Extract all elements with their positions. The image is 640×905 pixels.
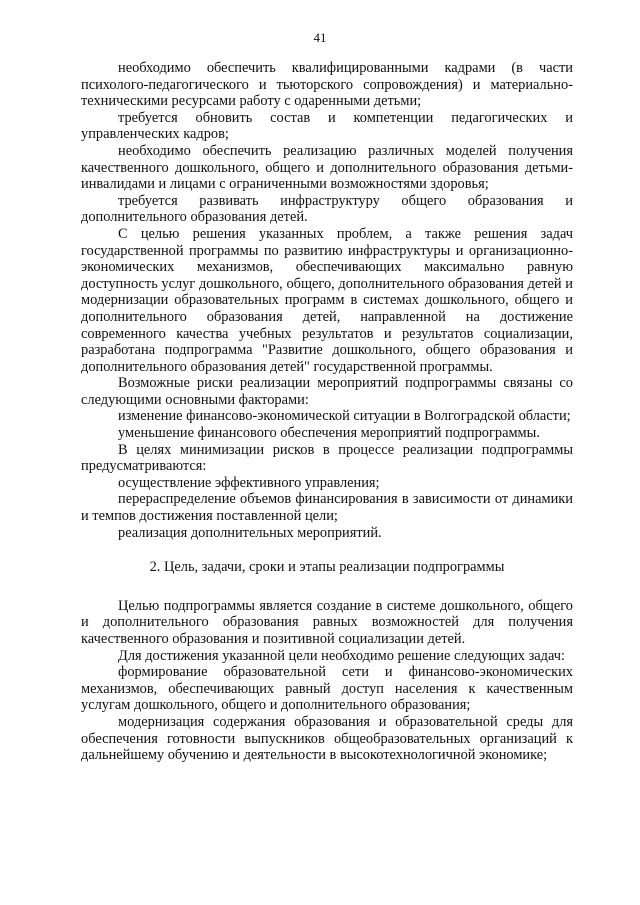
paragraph: необходимо обеспечить квалифицированными кадрами (в части психолого-педагогического и тьюторского сопровождения) и материально-техническими ресурсами работу с одаренными детьми;	[81, 60, 573, 110]
paragraph: уменьшение финансового обеспечения мероприятий подпрограммы.	[118, 425, 540, 442]
paragraph: Целью подпрограммы является создание в системе дошкольного, общего и дополнительного образования равных возможностей для получения качественного образования и позитивной социализации детей.	[81, 597, 573, 647]
paragraph: осуществление эффективного управления;	[118, 474, 380, 491]
paragraph: требуется развивать инфраструктуру общего образования и дополнительного образования детей.	[81, 192, 573, 226]
paragraph: перераспределение объемов финансирования в зависимости от динамики и темпов достижения поставленной цели;	[81, 491, 573, 525]
paragraph: модернизация содержания образования и образовательной среды для обеспечения готовности выпускников общеобразовательных организаций к дальнейшему обучению и деятельности в высокотехнологичной экономике;	[81, 713, 573, 764]
paragraph: реализация дополнительных мероприятий.	[118, 524, 382, 541]
page-number: 41	[313, 30, 327, 45]
section-heading: 2. Цель, задачи, сроки и этапы реализации подпрограммы	[149, 559, 505, 576]
document-body	[81, 60, 573, 764]
paragraph: изменение финансово-экономической ситуации в Волгоградской области;	[118, 408, 571, 425]
paragraph: В целях минимизации рисков в процессе реализации подпрограммы предусматриваются:	[81, 441, 573, 475]
paragraph: Для достижения указанной цели необходимо решение следующих задач:	[118, 647, 566, 664]
paragraph: формирование образовательной сети и финансово-экономических механизмов, обеспечивающих равный доступ населения к качественным услугам дошкольного, общего и дополнительного образования;	[81, 664, 573, 714]
paragraph: требуется обновить состав и компетенции педагогических и управленческих кадров;	[81, 109, 573, 143]
paragraph: Возможные риски реализации мероприятий подпрограммы связаны со следующими основными факторами:	[81, 375, 573, 408]
paragraph: необходимо обеспечить реализацию различных моделей получения качественного дошкольного, общего и дополнительного образования детьми-инвалидами и лицами с ограниченными возможностями здоровья;	[81, 142, 573, 193]
paragraph: С целью решения указанных проблем, а также решения задач государственной программы по развитию инфраструктуры и организационно-экономических механизмов, обеспечивающих максимально равную доступность услуг дошкольного, общего, дополнительного образования детей и модернизации образовательных программ в системах дошкольного, общего и дополнительного образования детей, направленной на достижение современного качества учебных результатов и результатов социализации, разработана подпрограмма "Развитие дошкольного, общего образования и дополнительного образования детей" государственной программы.	[81, 225, 573, 375]
